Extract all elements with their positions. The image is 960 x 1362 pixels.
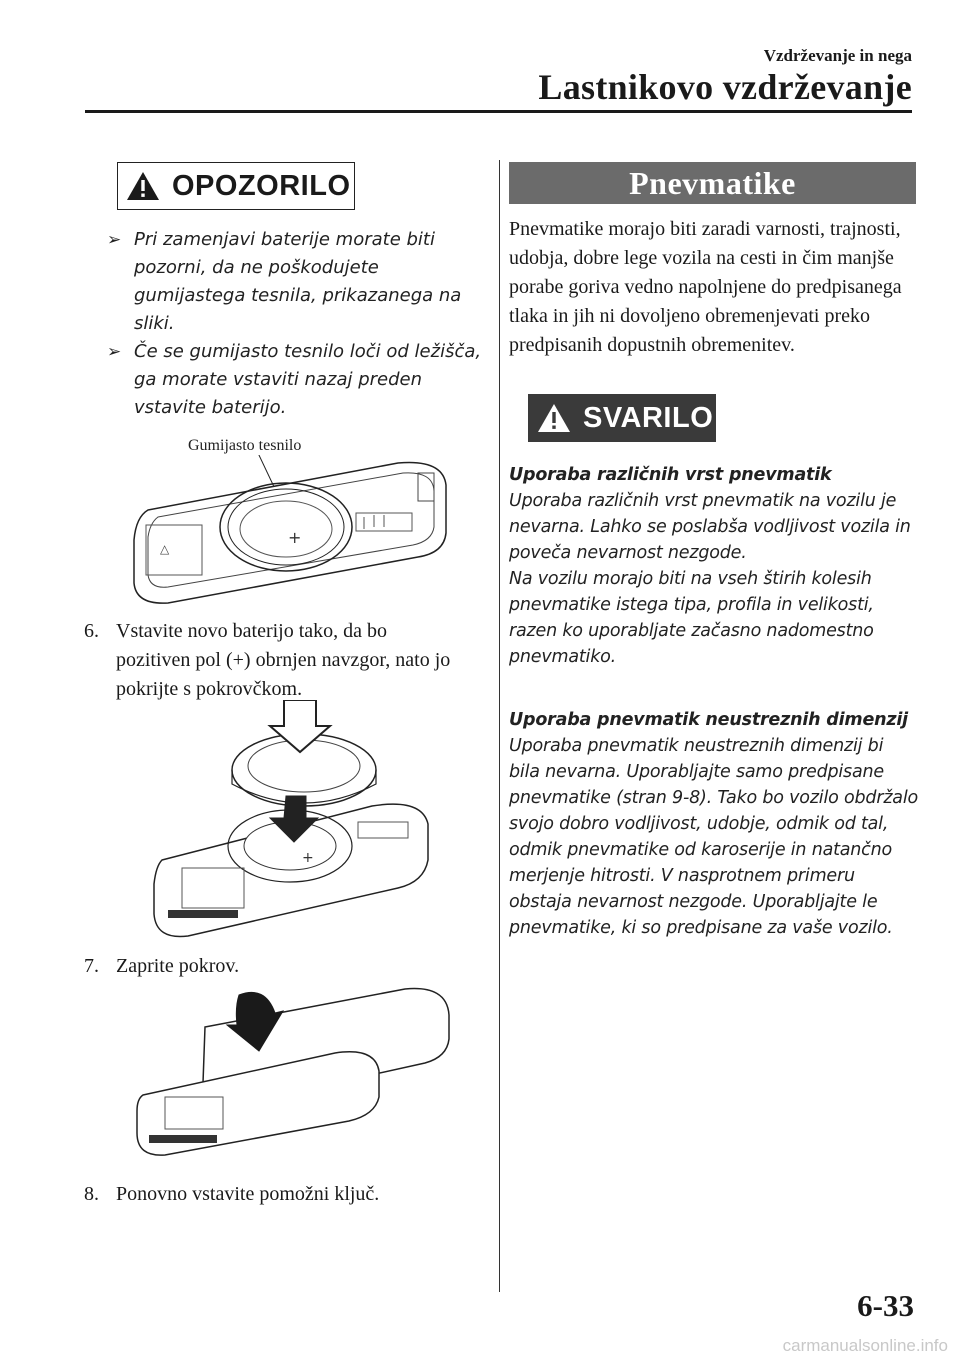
warning-box <box>117 162 355 210</box>
step-7: 7. Zaprite pokrov. <box>84 955 240 977</box>
bullet-arrow-icon: ➢ <box>107 230 122 250</box>
warning-triangle-icon <box>537 403 571 433</box>
running-header-section: Vzdrževanje in nega <box>763 46 912 65</box>
warning-bullets <box>107 226 487 422</box>
close-cover-illustration <box>135 985 455 1157</box>
intro-paragraph: Pnevmatike morajo biti zaradi varnosti, trajnosti, udobja, dobre lege vozila na cesti in čim manjše porabe goriva vedno napolnjene do predpisanega tlaka in jih ni dovoljeno obremenjevati preko predpisanih dopustnih obremenitev. <box>509 218 902 356</box>
caution-paragraph: Uporaba pnevmatik neustreznih dimenzij bi bila nevarna. Uporabljajte samo predpisane pnevmatike (stran 9-8). Tako bo vozilo obdržalo svojo dobro vodljivost, udobje, odmik od tal, odmik pnevmatike od karoserije in natančno merjenje hitrosti. V nasprotnem primeru obstaja nevarnost nezgode. Uporabljajte le pnevmatike, ki so predpisane za vaše vozilo. <box>509 736 918 938</box>
warning-triangle-icon <box>126 171 160 201</box>
page-number: 6-33 <box>857 1288 914 1323</box>
caution-paragraph: Na vozilu morajo biti na vseh štirih kolesih pnevmatike istega tipa, profila in velikosti, razen ko uporabljate začasno nadomestno pnevmatiko. <box>509 569 874 667</box>
battery-insert-illustration <box>152 700 437 940</box>
svg-text:+: + <box>288 528 302 547</box>
header-rule <box>85 110 912 113</box>
warning-bullet: ➢ Pri zamenjavi baterije morate biti pozorni, da ne poškodujete gumijastega tesnila, prikazanega na sliki. <box>107 226 487 338</box>
watermark: carmanualsonline.info <box>782 1336 948 1355</box>
caution-block-mixed-tires <box>509 462 919 670</box>
warning-label: OPOZORILO <box>172 169 351 202</box>
caution-heading: Uporaba pnevmatik neustreznih dimenzij <box>509 710 908 730</box>
caution-block-wrong-size <box>509 707 919 941</box>
caution-box <box>528 394 716 442</box>
figure-label-rubber-seal: Gumijasto tesnilo <box>188 437 302 454</box>
caution-paragraph: Uporaba različnih vrst pnevmatik na vozilu je nevarna. Lahko se poslabša vodljivost vozila in poveča nevarnost nezgode. <box>509 491 911 563</box>
bullet-arrow-icon: ➢ <box>107 342 122 362</box>
running-header-chapter: Lastnikovo vzdrževanje <box>538 67 912 107</box>
key-fob-seal-illustration <box>128 455 458 605</box>
caution-heading: Uporaba različnih vrst pnevmatik <box>509 465 832 485</box>
svg-text:△: △ <box>160 542 170 556</box>
step-8: 8. Ponovno vstavite pomožni ključ. <box>84 1183 380 1205</box>
column-divider <box>499 160 500 1292</box>
section-title: Pnevmatike <box>509 162 916 204</box>
step-6: 6. Vstavite novo baterijo tako, da bo pozitiven pol (+) obrnjen navzgor, nato jo pokrijte s pokrovčkom. <box>84 620 451 700</box>
caution-label: SVARILO <box>583 401 714 434</box>
warning-bullet: ➢ Če se gumijasto tesnilo loči od ležišča, ga morate vstaviti nazaj preden vstavite baterijo. <box>107 338 487 422</box>
svg-text:+: + <box>302 850 314 866</box>
